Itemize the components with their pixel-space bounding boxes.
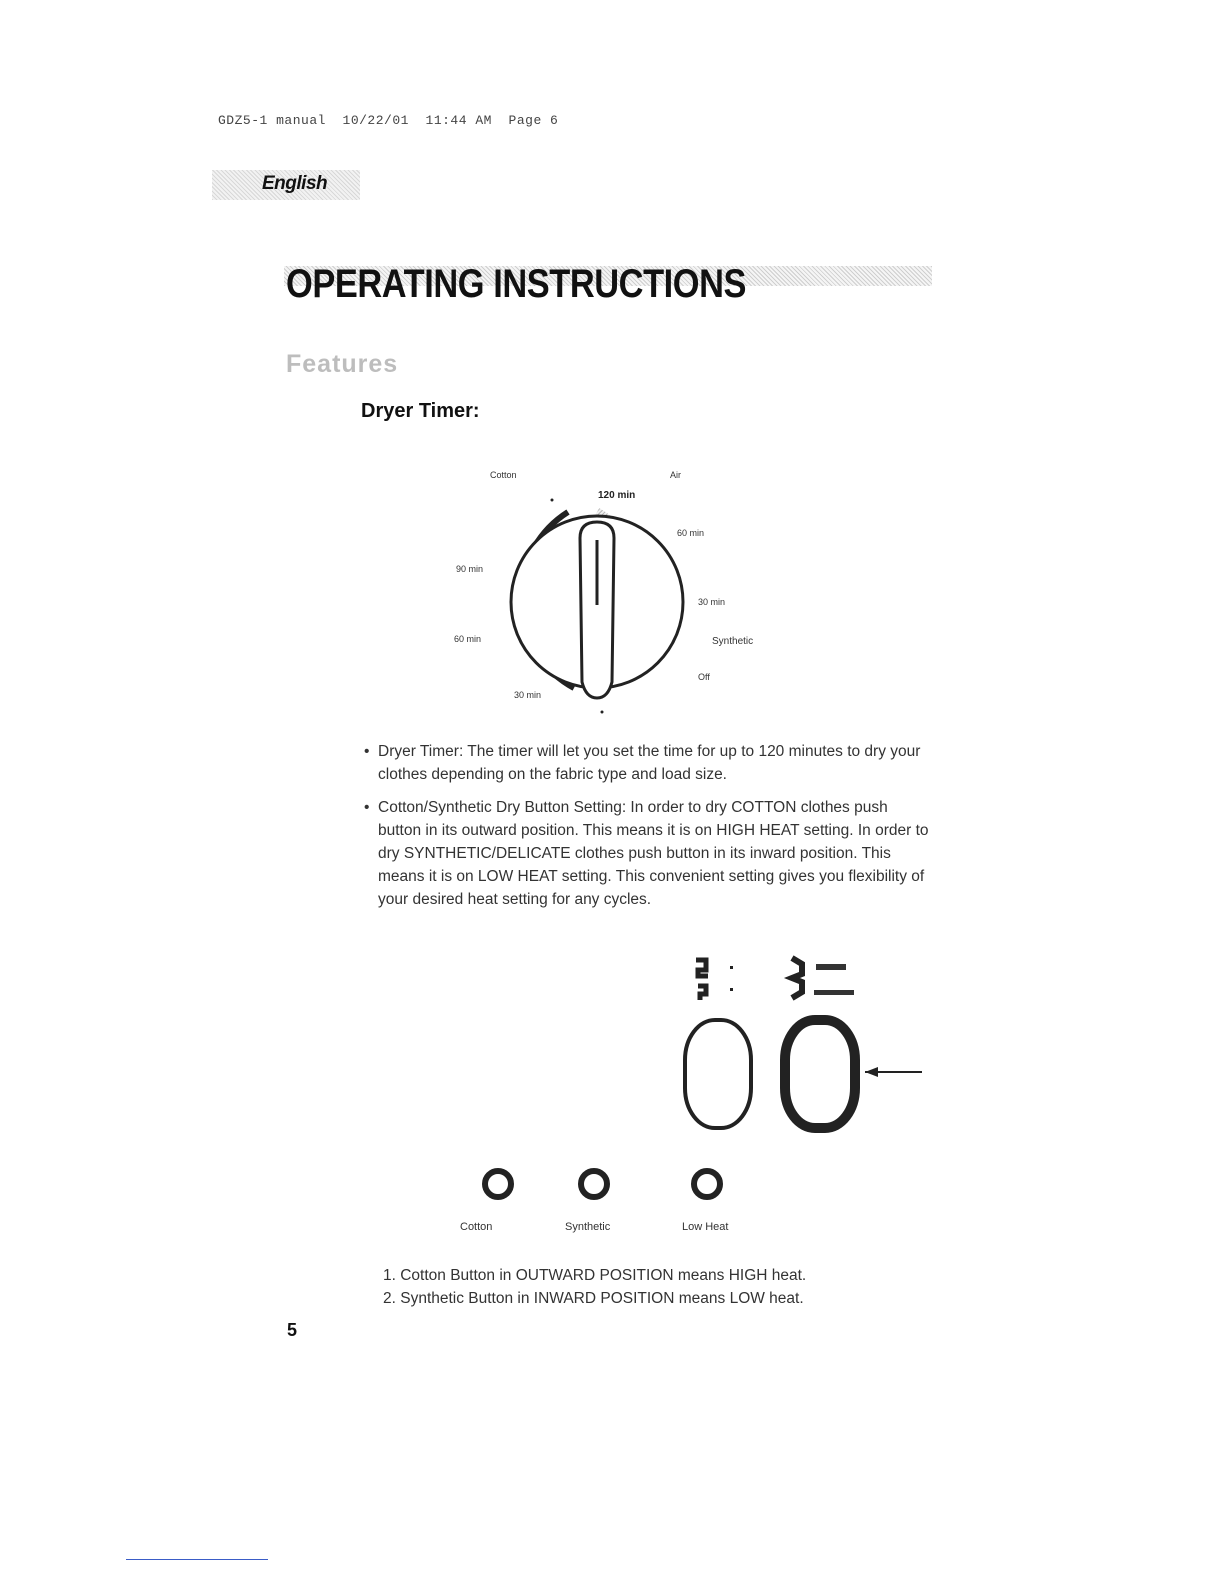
high-heat-icon (698, 986, 706, 1000)
button-label: Cotton (460, 1221, 493, 1233)
bullet-item: • Dryer Timer: The timer will let you set the time for up to 120 minutes to dry your clothes depending on the fabric type and load size. (364, 740, 934, 786)
cotton-dry-button (685, 1020, 751, 1128)
dial-label: Cotton (490, 470, 517, 480)
synthetic-dry-button (785, 1020, 855, 1128)
button-notes (383, 1264, 806, 1310)
dial-label: Air (670, 470, 681, 480)
dial-label-right: Synthetic (712, 636, 754, 647)
dial-label: 30 min (514, 690, 542, 700)
timer-dial-illustration (440, 460, 760, 730)
bullet-item: • Cotton/Synthetic Dry Button Setting: In order to dry COTTON clothes push button in its outward position. This means it is on HIGH HEAT setting. In order to dry SYNTHETIC/DELICATE clothes push button in its inward position. This means it is on LOW HEAT setting. This convenient setting gives you flexibility of your desired heat setting for any cycles. (364, 796, 934, 911)
tick-dot (551, 499, 554, 502)
dial-label: 60 min (454, 634, 482, 644)
high-heat-icon (696, 960, 708, 976)
tick-dot (601, 711, 604, 714)
page-title: OPERATING INSTRUCTIONS (286, 262, 747, 306)
page-number: 5 (287, 1320, 298, 1340)
sub-heading: Dryer Timer: (361, 400, 480, 422)
note-item: 2. Synthetic Button in INWARD POSITION means LOW heat. (383, 1290, 804, 1307)
dial-label: 30 min (698, 597, 726, 607)
dial-label: 60 min (677, 528, 705, 538)
low-heat-indicator-button (694, 1171, 720, 1197)
section-heading: Features (286, 350, 399, 378)
button-panel-illustration (440, 950, 920, 1240)
button-label: Low Heat (682, 1221, 729, 1233)
feature-bullets (364, 740, 934, 921)
indicator-mark (730, 966, 733, 969)
language-tab-label: English (262, 173, 328, 194)
button-label: Synthetic (565, 1221, 611, 1233)
indicator-mark (730, 988, 733, 991)
low-heat-icon (792, 958, 802, 998)
pointer-arrow-head (865, 1067, 878, 1077)
synthetic-indicator-button (581, 1171, 607, 1197)
note-item: 1. Cotton Button in OUTWARD POSITION means HIGH heat. (383, 1267, 807, 1284)
dial-label: Off (698, 672, 710, 682)
print-header: GDZ5-1 manual 10/22/01 11:44 AM Page 6 (218, 113, 559, 128)
cotton-indicator-button (485, 1171, 511, 1197)
footer-rule (126, 1559, 268, 1560)
indicator-text-mark (816, 964, 846, 970)
dial-label: 90 min (456, 564, 484, 574)
dial-label-top: 120 min (598, 490, 636, 501)
indicator-text-mark (814, 990, 854, 995)
